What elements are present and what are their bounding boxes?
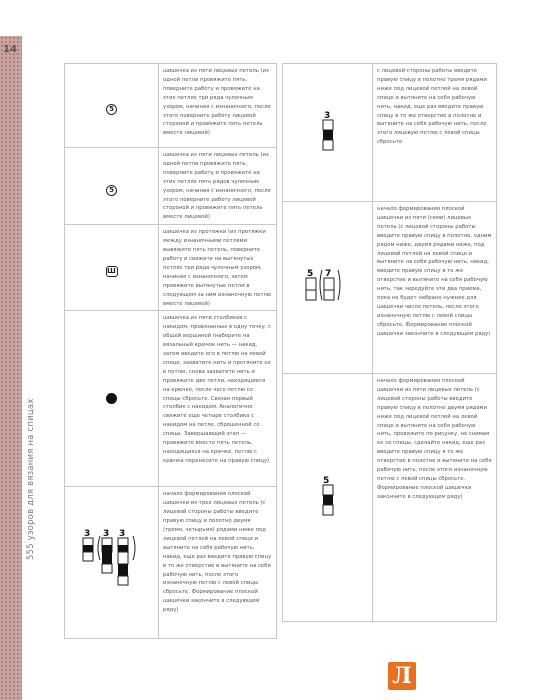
symbol-cell [65,311,159,487]
table-row [283,202,497,374]
bobble-symbol-icon: Ш [107,267,116,276]
svg-text:3: 3 [118,528,125,539]
description-cell: начало формирования плоской шишечки из пяти лицевых петель (с лицевой стороны работы введите правую спицу в полотно двумя рядами ниже под лицевой петлей на левой спице и вытяните на себя рабочую нить, провяжите по рисунку, не снимая ее со спицы, сделайте накид, еще раз введите правую спицу в то же отверстие в полотне и вытяните на себя рабочую нить, после этого изнаночную петлю с левой спицы сбросьте. Формирование плоской шишечки закончите в следующем ряду) [373,374,497,622]
publisher-logo: Л [388,662,416,690]
svg-text:3: 3 [83,528,90,539]
table-row [65,225,277,311]
page-number: 14 [3,44,17,55]
svg-text:5: 5 [322,475,329,486]
table-row [283,64,497,202]
symbol-cell [65,225,159,311]
decorative-side-stripe [0,36,22,700]
description-cell: начало формирования плоской шишечки из пяти (семи) лицевых петель (с лицевой стороны работы введите правую спицу в полотно, одним рядом ниже, двумя рядами ниже, под лицевой петлей на левой спице и вытяните на себя рабочую нить, накид, введите правую спицу в то же отверстие и вытяните на себя рабочую нить, так чередуйте эти два приема, пока не будет набрано нужное для шишечки число петель, после этого изнаночную петлю с левой спицы сбросьте. Формирование плоской шишечки закончите в следующем ряду) [373,202,497,374]
symbol-cell [65,487,159,639]
description-cell: шишечка из протяжки (из протяжки между изнаночными петлями вывяжите пять петель, поверните работу и свяжите на вытянутых петлях три ряда чулочным узором, начиная с изнаночного, затем провяжите вытянутые петли в следующем за ним изнаночную петлю вместе лицевой) [159,225,277,311]
flat-bobble-five-seven-symbol-icon [303,266,353,306]
alt-count-label: 7 [324,268,331,279]
description-cell: с лицевой стороны работы введите правую спицу в полотно тремя рядами ниже под лицевой петлей на левой спице и вытяните на себя рабочую нить, накид, еще раз введите правую спицу в то же отверстие в полотне и вытяните на себя рабочую нить, после этого лицевую петлю с левой спицы сбросьте [373,64,497,202]
svg-text:3: 3 [323,110,330,121]
circled-number-icon: 5 [106,104,117,115]
symbols-table-left [64,63,277,639]
book-side-title: 555 узоров для вязания на спицах [26,398,36,560]
svg-text:5: 5 [306,268,313,279]
svg-text:3: 3 [102,528,109,539]
table-row [283,374,497,622]
table-row [65,311,277,487]
table-row [65,64,277,148]
description-cell: начало формирования плоской шишечки из трех лицевых петель (с лицевой стороны работы введите правую спицу в полотно двумя (тремя, четырьмя) рядами ниже под лицевой петлей на левой спице и вытяните на себя рабочую нить, накид, еще раз введите правую спицу в то же отверстие и вытяните на себя рабочую нить, после этого изнаночную петлю с левой спицы сбросьте. Формирование плоской шишечки закончите в следующем ряду) [159,487,277,639]
description-cell: шишечка из пяти столбиков с накидом, провязанных в одну точку, с общей вершиной (наберите на вязальный крючок нить — накид, затем введите его в петлю на левой спице, захватите нить и протяните ее в петлю, снова захватите нить и провяжите две петли, находящиеся на крючке, после чего петлю со спицы сбросьте. Связан первый столбик с накидом. Аналогично свяжите еще четыре столбика с накидом на петле, сброшенной со спицы. Завершающий этап — провяжите вместе пять петель, находящихся на крючке, петлю с крючка перенесите на правую спицу) [159,311,277,487]
symbol-cell [65,64,159,148]
symbol-cell [283,374,373,622]
description-cell: шишечка из пяти лицевых петель (из одной петли провяжите пять, поверните работу и провяжите на этих петлях три ряда чулочным узором, начиная с изнаночного, после этого поверните работу лицевой стороной и провяжите пять петель вместе лицевой) [159,64,277,148]
flat-bobble-three-rows-symbol-icon [318,109,338,153]
symbol-cell [283,64,373,202]
filled-dot-icon [106,393,117,404]
description-cell: шишечка из пяти лицевых петель (из одной петли провяжите пять, поверните работу и провяжите на этих петлях пять рядов чулочным узором, начиная с изнаночного, после этого поверните работу лицевой стороной и провяжите пять петель вместе лицевой) [159,148,277,225]
table-row [65,148,277,225]
symbol-cell [65,148,159,225]
symbol-cell [283,202,373,374]
circled-number-icon: 5 [106,185,117,196]
flat-bobble-three-symbol-icon [80,526,144,596]
flat-bobble-five-two-rows-symbol-icon [318,474,338,518]
symbols-table-right [282,63,497,622]
table-row [65,487,277,639]
